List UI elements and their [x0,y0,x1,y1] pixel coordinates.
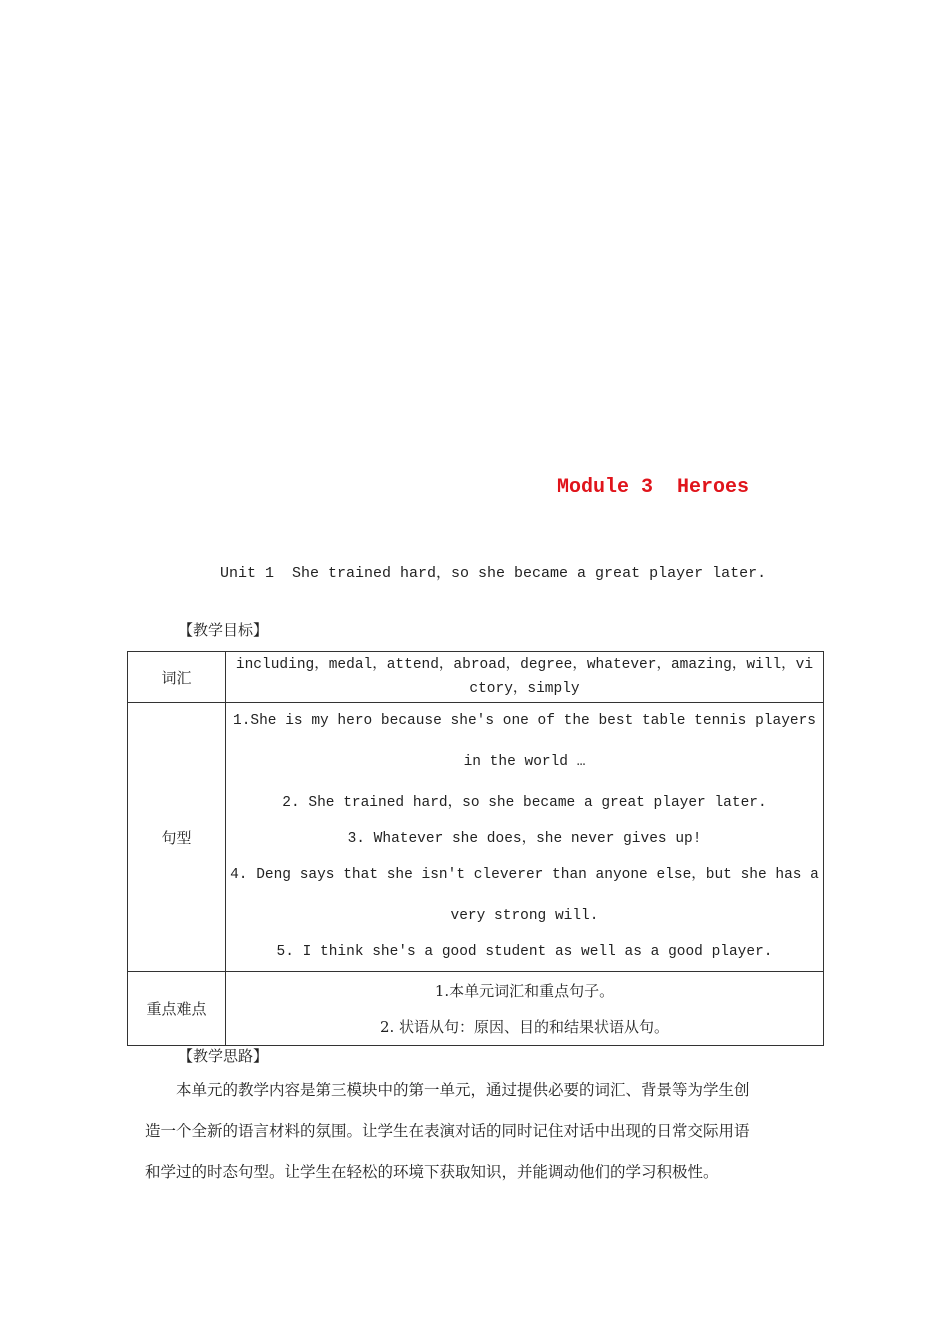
sentence-line: 5. I think she's a good student as well as a good player. [276,944,773,960]
approach-heading: 【教学思路】 [178,1047,269,1065]
paragraph-line: 和学过的时态句型。让学生在轻松的环境下获取知识，并能调动他们的学习积极性。 [145,1163,719,1181]
key-points-label: 重点难点 [128,972,226,1046]
vocab-row [128,652,824,703]
key-points-cell [226,972,824,1046]
sentences-label: 句型 [128,703,226,972]
key-point-line: 2. 状语从句：原因、目的和结果状语从句。 [379,1017,670,1036]
approach-paragraph [145,1070,825,1193]
key-point-line: 1.本单元词汇和重点句子。 [434,981,615,1000]
sentences-row [128,703,824,972]
key-points-row [128,972,824,1046]
sentence-line: in the world … [463,754,586,770]
sentence-line: 4. Deng says that she isn't cleverer than anyone else，but she has a [230,867,819,883]
vocab-label: 词汇 [128,652,226,703]
vocab-cell [226,652,824,703]
module-title: Module 3 Heroes [557,476,750,499]
goals-heading: 【教学目标】 [178,621,269,639]
vocab-line: including，medal，attend，abroad，degree，whatever，amazing，will，vi [235,657,814,673]
sentence-line: 2. She trained hard，so she became a great player later. [282,795,767,811]
sentences-cell [226,703,824,972]
sentence-line: very strong will. [450,908,599,924]
paragraph-line: 造一个全新的语言材料的氛围。让学生在表演对话的同时记住对话中出现的日常交际用语 [145,1122,750,1140]
teaching-goals-table [127,651,824,1046]
vocab-line: ctory，simply [469,681,580,697]
paragraph-line: 本单元的教学内容是第三模块中的第一单元，通过提供必要的词汇、背景等为学生创 [145,1081,750,1099]
sentence-line: 1.She is my hero because she's one of the best table tennis players [233,713,816,729]
unit-subtitle: Unit 1 She trained hard，so she became a great player later. [220,565,767,582]
sentence-line: 3. Whatever she does，she never gives up! [347,831,702,847]
